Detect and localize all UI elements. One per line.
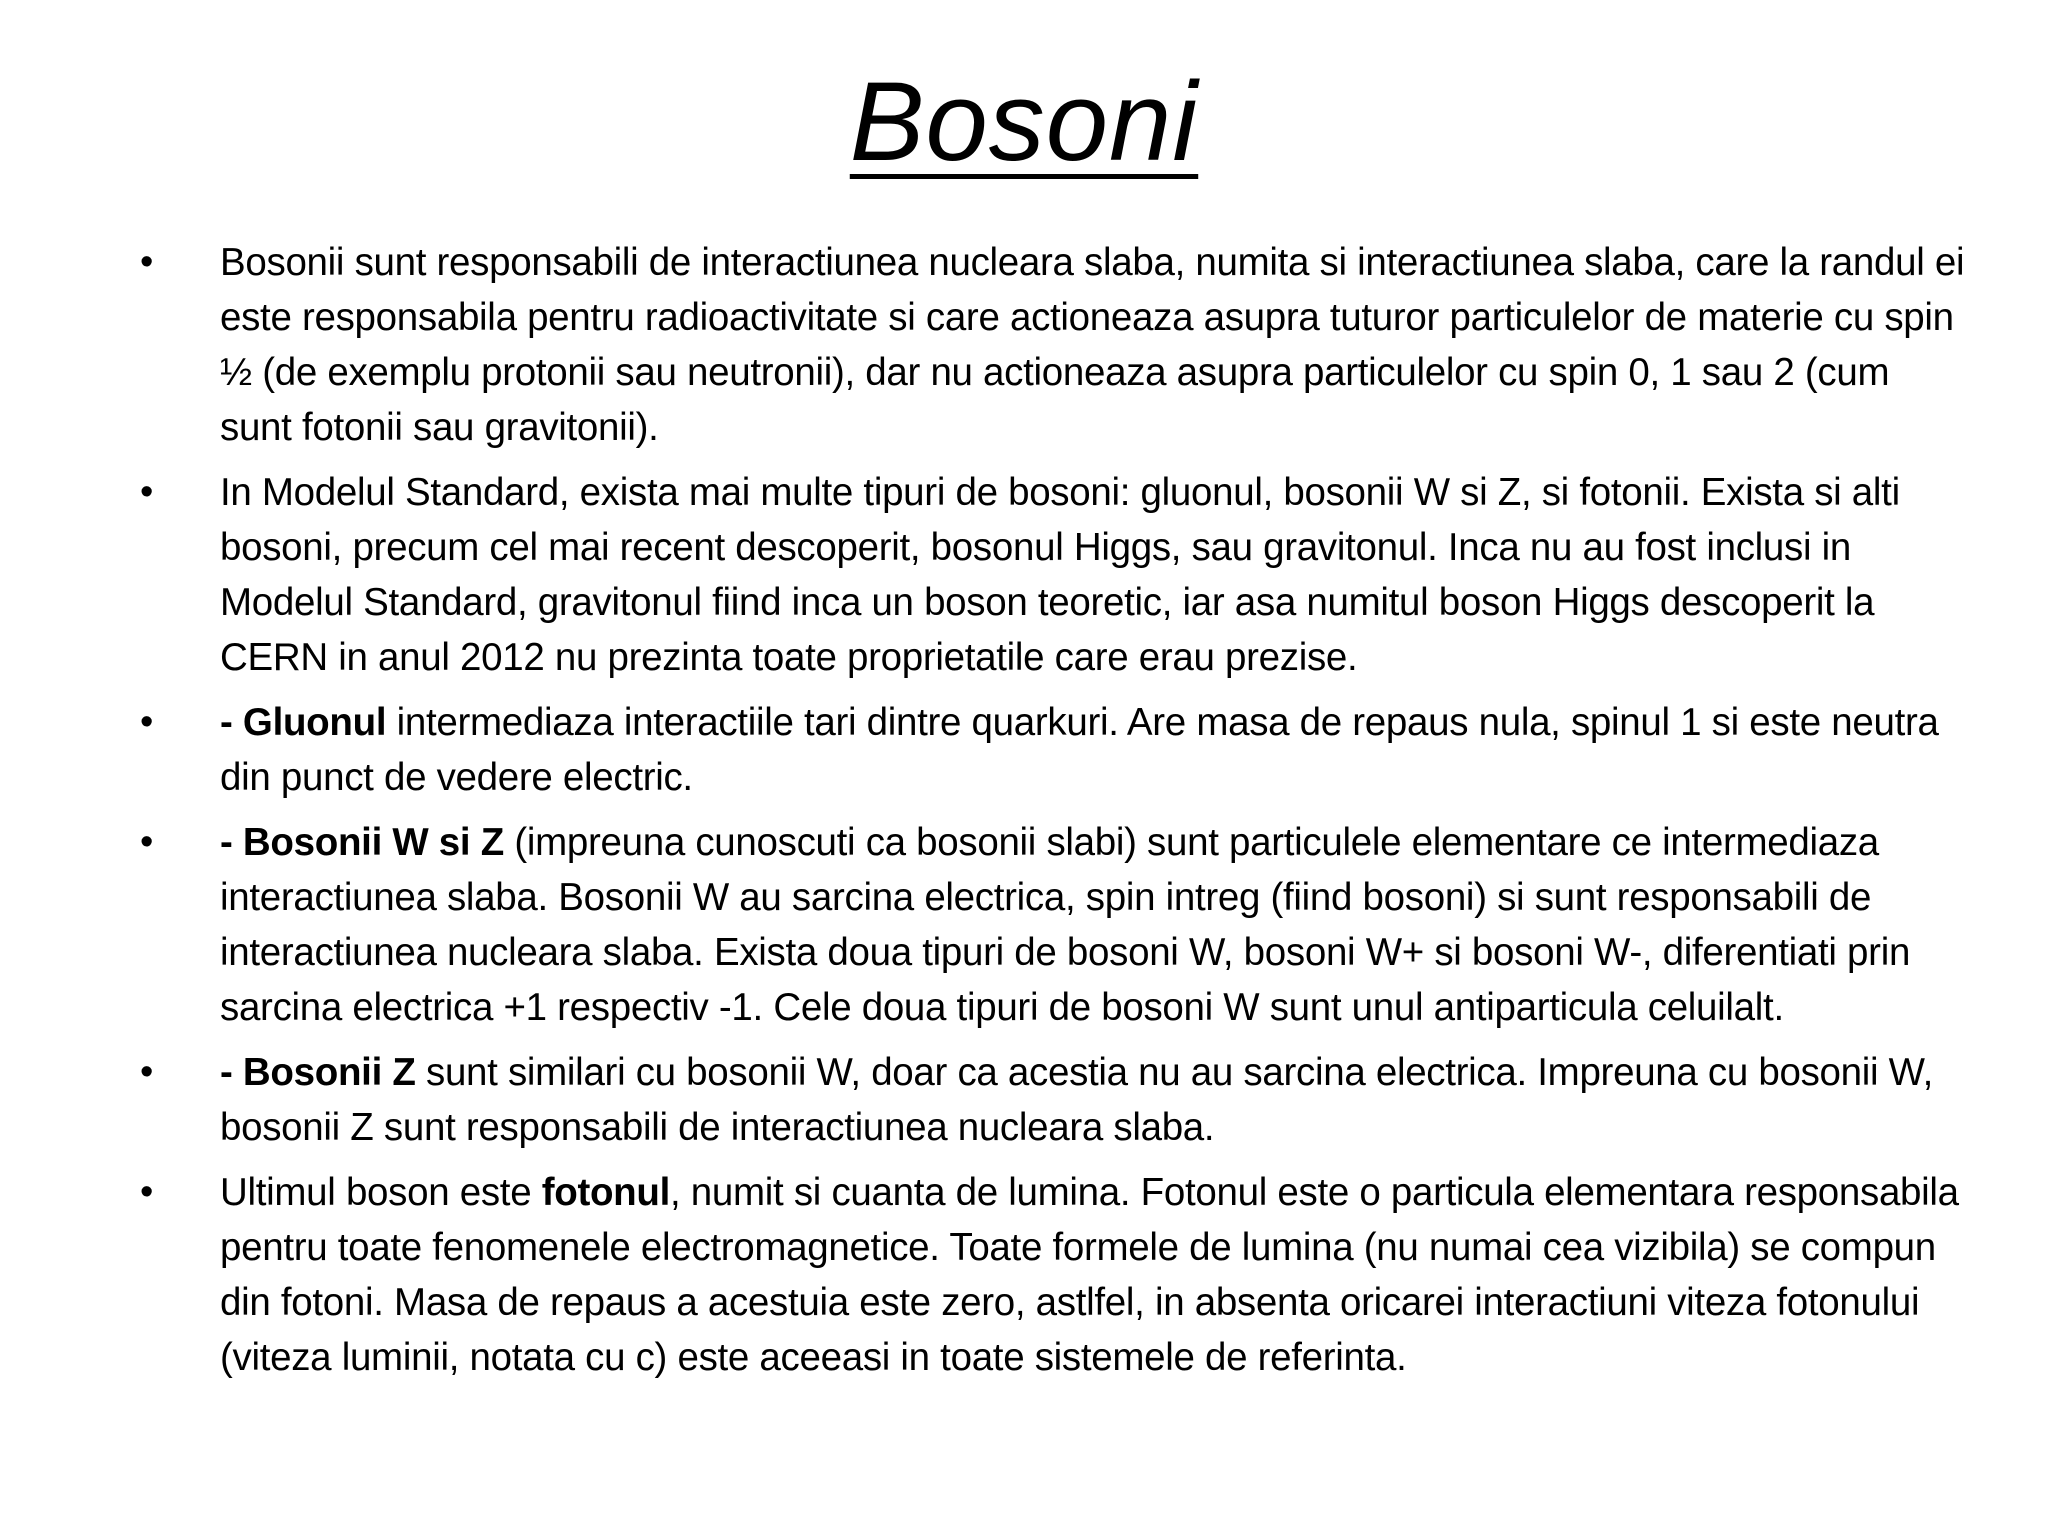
bullet-bold-term: - Bosonii Z [220, 1051, 416, 1094]
bullet-icon: • [140, 701, 154, 743]
bullet-item [140, 235, 1970, 455]
bullet-item [140, 1165, 1970, 1385]
bullet-text-body: , numit si cuanta de lumina. Fotonul este o particula elementara responsabila pentru toate fenomenele electromagnetice. Toate formele de lumina (nu numai cea vizibila) se compun din fotoni. Masa de repaus a acestuia este zero, astlfel, in absenta oricarei interactiuni viteza fotonului (viteza luminii, notata cu c) este aceeasi in toate sistemele de referinta. [220, 1171, 1959, 1379]
bullet-text [220, 815, 1970, 1035]
bullet-item [140, 465, 1970, 685]
bullet-icon: • [140, 1051, 154, 1093]
bullet-bold-term: - Bosonii W si Z [220, 821, 504, 864]
bullet-text-body: (impreuna cunoscuti ca bosonii slabi) sunt particulele elementare ce intermediaza interactiunea slaba. Bosonii W au sarcina electrica, spin intreg (fiind bosoni) si sunt responsabili de interactiunea nucleara slaba. Exista doua tipuri de bosoni W, bosoni W+ si bosoni W-, diferentiati prin sarcina electrica +1 respectiv -1. Cele doua tipuri de bosoni W sunt unul antiparticula celuilalt. [220, 821, 1911, 1029]
bullet-text [220, 465, 1970, 685]
bullet-icon: • [140, 821, 154, 863]
bullet-item [140, 815, 1970, 1035]
bullet-text-body: In Modelul Standard, exista mai multe tipuri de bosoni: gluonul, bosonii W si Z, si fotonii. Exista si alti bosoni, precum cel mai recent descoperit, bosonul Higgs, sau gravitonul. Inca nu au fost inclusi in Modelul Standard, gravitonul fiind inca un boson teoretic, iar asa numitul boson Higgs descoperit la CERN in anul 2012 nu prezinta toate proprietatile care erau prezise. [220, 471, 1900, 679]
bullet-icon: • [140, 471, 154, 513]
bullet-text-body: Bosonii sunt responsabili de interactiunea nucleara slaba, numita si interactiunea slaba, care la randul ei este responsabila pentru radioactivitate si care actioneaza asupra tuturor particulelor de materie cu spin ½ (de exemplu protonii sau neutronii), dar nu actioneaza asupra particulelor cu spin 0, 1 sau 2 (cum sunt fotonii sau gravitonii). [220, 241, 1965, 449]
bullet-icon: • [140, 241, 154, 283]
bullet-text-body: sunt similari cu bosonii W, doar ca acestia nu au sarcina electrica. Impreuna cu bosonii W, bosonii Z sunt responsabili de interactiunea nucleara slaba. [220, 1051, 1933, 1149]
bullet-text [220, 1045, 1970, 1155]
bullet-text [220, 235, 1970, 455]
bullet-text-pre: Ultimul boson este [220, 1171, 542, 1214]
bullet-text [220, 695, 1970, 805]
bullet-item [140, 1045, 1970, 1155]
bullet-bold-term: fotonul [541, 1171, 671, 1214]
bullet-text [220, 1165, 1970, 1385]
slide-title: Bosoni [849, 59, 1199, 184]
bullet-bold-term: - Gluonul [220, 701, 387, 744]
bullet-item [140, 695, 1970, 805]
bullet-icon: • [140, 1171, 154, 1213]
bullet-list [140, 235, 1970, 1395]
bullet-text-body: intermediaza interactiile tari dintre quarkuri. Are masa de repaus nula, spinul 1 si este neutra din punct de vedere electric. [220, 701, 1939, 799]
